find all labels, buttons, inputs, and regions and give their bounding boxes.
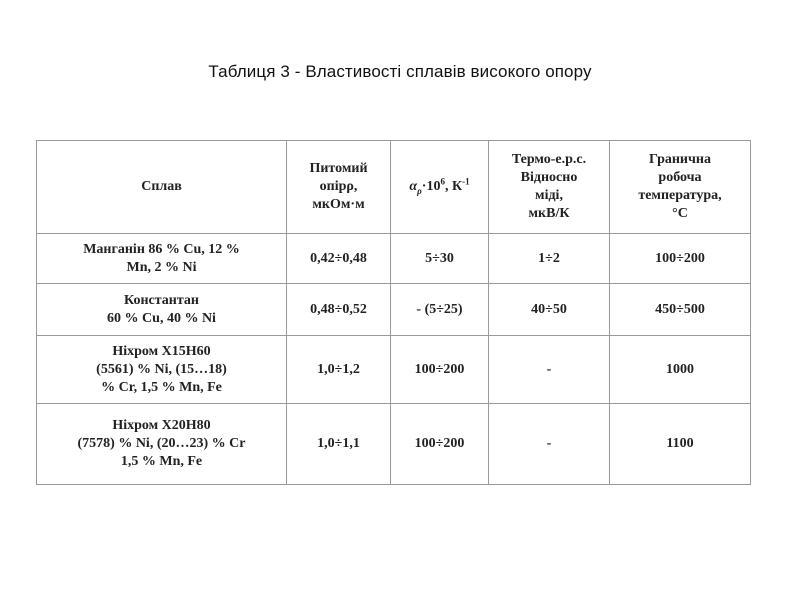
- page-title: Таблиця 3 - Властивості сплавів високого опору: [208, 62, 592, 81]
- cell-alloy: Ніхром Х15Н60 (5561) % Ni, (15…18) % Cr, 1,5 % Mn, Fe: [37, 336, 287, 404]
- cell-resistivity: 0,48÷0,52: [287, 284, 391, 336]
- cell-thermo-emf: 1÷2: [489, 234, 610, 284]
- header-thermo-emf: Термо-е.р.с. Відносно міді, мкВ/К: [489, 141, 610, 234]
- cell-alloy: Манганін 86 % Cu, 12 % Mn, 2 % Ni: [37, 234, 287, 284]
- multiplier-exponent: 6: [440, 176, 445, 187]
- unit-exponent: -1: [462, 176, 470, 187]
- unit-text: , К: [444, 179, 463, 194]
- cell-max-temperature: 1100: [610, 404, 751, 485]
- header-temperature-coefficient: [391, 141, 489, 234]
- cell-max-temperature: 1000: [610, 336, 751, 404]
- cell-max-temperature: 100÷200: [610, 234, 751, 284]
- multiplier-text: ·10: [421, 179, 441, 194]
- cell-temperature-coefficient: 100÷200: [391, 404, 489, 485]
- alloy-properties-table-container: [36, 140, 750, 485]
- rho-subscript: ρ: [417, 185, 422, 196]
- cell-thermo-emf: 40÷50: [489, 284, 610, 336]
- table-row: [37, 404, 751, 485]
- cell-alloy: Константан 60 % Cu, 40 % Ni: [37, 284, 287, 336]
- table-row: [37, 284, 751, 336]
- cell-temperature-coefficient: 100÷200: [391, 336, 489, 404]
- header-alloy: Сплав: [37, 141, 287, 234]
- cell-temperature-coefficient: - (5÷25): [391, 284, 489, 336]
- cell-temperature-coefficient: 5÷30: [391, 234, 489, 284]
- cell-resistivity: 1,0÷1,2: [287, 336, 391, 404]
- cell-thermo-emf: -: [489, 404, 610, 485]
- table-header-row: [37, 141, 751, 234]
- header-max-temperature: Гранична робоча температура, °С: [610, 141, 751, 234]
- cell-alloy: Ніхром Х20Н80 (7578) % Ni, (20…23) % Cr 1,5 % Mn, Fe: [37, 404, 287, 485]
- header-resistivity: Питомий опірρ, мкОм·м: [287, 141, 391, 234]
- table-row: [37, 234, 751, 284]
- cell-thermo-emf: -: [489, 336, 610, 404]
- alloy-properties-table: [36, 140, 751, 485]
- cell-max-temperature: 450÷500: [610, 284, 751, 336]
- alpha-symbol: α: [409, 179, 418, 194]
- cell-resistivity: 1,0÷1,1: [287, 404, 391, 485]
- cell-resistivity: 0,42÷0,48: [287, 234, 391, 284]
- table-row: [37, 336, 751, 404]
